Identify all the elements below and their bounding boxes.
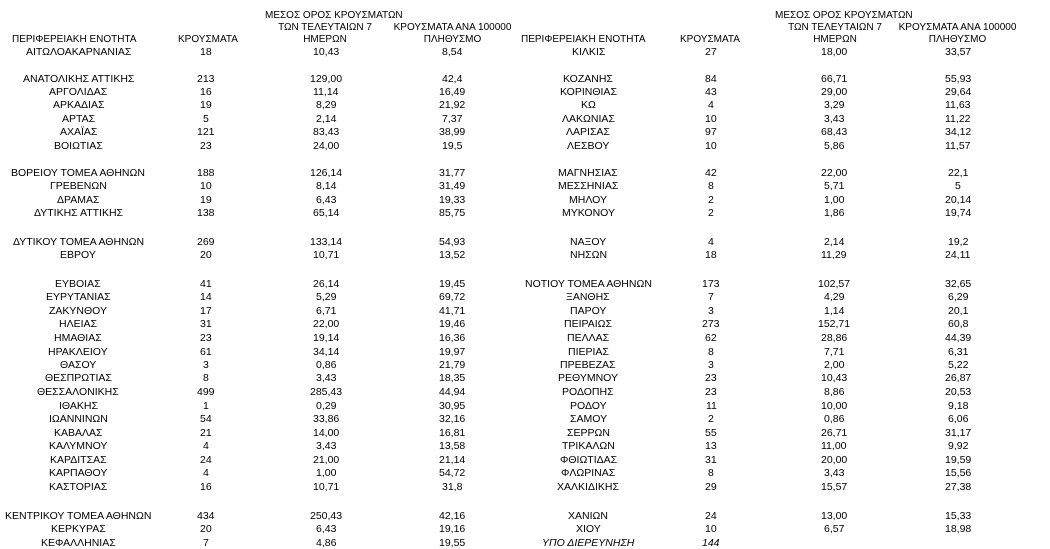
right-avg-value: 29,00	[821, 86, 848, 98]
right-avg-value: 3,43	[824, 467, 845, 479]
right-region-name: ΣΕΡΡΩΝ	[567, 427, 610, 439]
left-per100k-value: 16,49	[439, 86, 466, 98]
right-header-per100k-line1: ΚΡΟΥΣΜΑΤΑ ΑΝΑ 100000	[898, 22, 1017, 33]
right-region-name: ΣΑΜΟΥ	[570, 413, 608, 425]
left-per100k-value: 31,77	[439, 167, 466, 179]
left-region-name: ΗΜΑΘΙΑΣ	[54, 332, 102, 344]
left-region-name: ΕΥΡΥΤΑΝΙΑΣ	[46, 291, 111, 303]
right-per100k-value: 11,22	[945, 113, 971, 125]
left-cases-value: 41	[200, 278, 212, 290]
right-avg-value: 4,29	[824, 291, 845, 303]
left-avg-value: 10,71	[313, 481, 340, 493]
right-cases-value: 13	[705, 440, 717, 452]
left-region-name: ΚΑΣΤΟΡΙΑΣ	[49, 481, 108, 493]
right-per100k-value: 9,18	[948, 400, 969, 412]
left-region-name: ΚΑΛΥΜΝΟΥ	[49, 440, 108, 452]
right-region-name: ΜΗΛΟΥ	[569, 194, 607, 206]
right-avg-value: 3,43	[824, 113, 845, 125]
right-avg-value: 5,71	[824, 180, 845, 192]
left-region-name: ΑΙΤΩΛΟΑΚΑΡΝΑΝΙΑΣ	[26, 46, 132, 58]
right-cases-value: 42	[705, 167, 717, 179]
right-per100k-value: 29,64	[945, 86, 972, 98]
right-region-name: ΝΗΣΩΝ	[570, 249, 608, 261]
left-per100k-value: 38,99	[439, 126, 466, 138]
right-region-name: ΡΕΘΥΜΝΟΥ	[558, 372, 619, 384]
right-avg-value: 11,00	[821, 440, 847, 452]
left-header-avg-line1: ΜΕΣΟΣ ΟΡΟΣ ΚΡΟΥΣΜΑΤΩΝ	[265, 10, 403, 21]
right-region-name: ΛΕΣΒΟΥ	[567, 140, 610, 152]
left-cases-value: 1	[203, 400, 209, 412]
left-avg-value: 3,43	[316, 372, 337, 384]
right-header-avg-line1: ΜΕΣΟΣ ΟΡΟΣ ΚΡΟΥΣΜΑΤΩΝ	[775, 10, 913, 21]
right-avg-value: 8,86	[824, 386, 845, 398]
left-avg-value: 3,43	[316, 440, 337, 452]
right-cases-value: 55	[705, 427, 717, 439]
left-cases-value: 20	[200, 523, 212, 535]
left-per100k-value: 85,75	[439, 207, 466, 219]
right-avg-value: 10,43	[821, 372, 848, 384]
left-cases-value: 188	[197, 167, 215, 179]
left-region-name: ΑΡΚΑΔΙΑΣ	[53, 99, 105, 111]
right-avg-value: 1,00	[824, 194, 845, 206]
right-header-per100k-line2: ΠΛΗΘΥΣΜΟ	[928, 34, 987, 45]
left-region-name: ΖΑΚΥΝΘΟΥ	[49, 305, 108, 317]
left-region-name: ΑΝΑΤΟΛΙΚΗΣ ΑΤΤΙΚΗΣ	[23, 73, 135, 85]
left-cases-value: 16	[200, 86, 212, 98]
right-cases-value: 29	[705, 481, 717, 493]
left-per100k-value: 19,97	[439, 346, 466, 358]
right-cases-value: 23	[705, 386, 717, 398]
left-region-name: ΙΩΑΝΝΙΝΩΝ	[49, 413, 108, 425]
right-avg-value: 11,29	[821, 249, 847, 261]
right-avg-value: 102,57	[818, 278, 851, 290]
right-region-name: ΛΑΚΩΝΙΑΣ	[562, 113, 615, 125]
right-per100k-value: 15,56	[945, 467, 972, 479]
left-region-name: ΚΕΦΑΛΛΗΝΙΑΣ	[41, 537, 116, 549]
right-cases-value: 3	[708, 305, 714, 317]
left-cases-value: 31	[200, 318, 212, 330]
right-region-name: ΜΑΓΝΗΣΙΑΣ	[558, 167, 618, 179]
left-avg-value: 6,43	[316, 523, 337, 535]
right-per100k-value: 15,33	[945, 510, 972, 522]
left-avg-value: 19,14	[313, 332, 340, 344]
left-cases-value: 19	[200, 194, 212, 206]
right-avg-value: 22,00	[821, 167, 848, 179]
right-per100k-value: 18,98	[945, 523, 972, 535]
left-cases-value: 23	[200, 140, 212, 152]
right-per100k-value: 27,38	[945, 481, 972, 493]
left-cases-value: 54	[200, 413, 212, 425]
left-cases-value: 499	[197, 386, 215, 398]
left-avg-value: 5,29	[316, 291, 337, 303]
right-per100k-value: 20,14	[945, 194, 972, 206]
right-region-name: ΦΘΙΩΤΙΔΑΣ	[560, 454, 618, 466]
right-avg-value: 20,00	[821, 454, 848, 466]
right-avg-value: 6,57	[824, 523, 845, 535]
right-cases-value: 2	[708, 207, 714, 219]
left-region-name: ΒΟΙΩΤΙΑΣ	[54, 140, 103, 152]
right-region-name: ΚΟΖΑΝΗΣ	[563, 73, 613, 85]
left-per100k-value: 7,37	[442, 113, 463, 125]
left-per100k-value: 16,36	[439, 332, 466, 344]
left-cases-value: 24	[200, 454, 212, 466]
right-per100k-value: 55,93	[945, 73, 972, 85]
left-per100k-value: 42,16	[439, 510, 466, 522]
right-per100k-value: 19,2	[948, 236, 969, 248]
right-per100k-value: 9,92	[948, 440, 969, 452]
right-cases-value: 23	[705, 372, 717, 384]
right-per100k-value: 19,59	[945, 454, 972, 466]
left-cases-value: 16	[200, 481, 212, 493]
left-cases-value: 61	[200, 346, 212, 358]
left-cases-value: 3	[203, 359, 209, 371]
right-avg-value: 3,29	[824, 99, 845, 111]
right-header-cases: ΚΡΟΥΣΜΑΤΑ	[680, 34, 740, 45]
right-region-name: ΛΑΡΙΣΑΣ	[566, 126, 610, 138]
left-region-name: ΚΑΡΠΑΘΟΥ	[49, 467, 108, 479]
left-avg-value: 2,14	[316, 113, 337, 125]
left-avg-value: 6,43	[316, 194, 337, 206]
left-per100k-value: 19,33	[439, 194, 466, 206]
right-cases-value: 144	[702, 537, 720, 549]
left-header-avg-line2: ΤΩΝ ΤΕΛΕΥΤΑΙΩΝ 7	[278, 22, 372, 33]
left-region-name: ΗΛΕΙΑΣ	[59, 318, 98, 330]
right-region-name: ΤΡΙΚΑΛΩΝ	[562, 440, 615, 452]
left-avg-value: 10,71	[313, 249, 340, 261]
left-per100k-value: 44,94	[439, 386, 466, 398]
right-cases-value: 97	[705, 126, 717, 138]
right-cases-value: 8	[708, 467, 714, 479]
left-region-name: ΙΘΑΚΗΣ	[59, 400, 98, 412]
left-region-name: ΕΒΡΟΥ	[60, 249, 96, 261]
left-per100k-value: 19,45	[439, 278, 466, 290]
left-cases-value: 23	[200, 332, 212, 344]
right-per100k-value: 11,63	[945, 99, 971, 111]
right-avg-value: 26,71	[821, 427, 848, 439]
left-cases-value: 121	[197, 126, 215, 138]
left-region-name: ΘΕΣΠΡΩΤΙΑΣ	[45, 372, 112, 384]
left-avg-value: 10,43	[313, 46, 340, 58]
left-per100k-value: 21,14	[439, 454, 466, 466]
right-header-region: ΠΕΡΙΦΕΡΕΙΑΚΗ ΕΝΟΤΗΤΑ	[521, 34, 646, 45]
right-per100k-value: 33,57	[945, 46, 972, 58]
left-per100k-value: 30,95	[439, 400, 466, 412]
right-cases-value: 10	[705, 523, 717, 535]
right-per100k-value: 6,29	[948, 291, 969, 303]
left-per100k-value: 69,72	[439, 291, 466, 303]
left-per100k-value: 13,58	[439, 440, 466, 452]
left-region-name: ΔΥΤΙΚΗΣ ΑΤΤΙΚΗΣ	[34, 207, 124, 219]
right-cases-value: 8	[708, 180, 714, 192]
right-region-name: ΚΙΛΚΙΣ	[572, 46, 606, 58]
left-avg-value: 21,00	[313, 454, 340, 466]
right-region-name: ΚΟΡΙΝΘΙΑΣ	[560, 86, 617, 98]
left-per100k-value: 19,46	[439, 318, 466, 330]
right-cases-value: 3	[708, 359, 714, 371]
left-per100k-value: 21,79	[439, 359, 466, 371]
left-region-name: ΘΑΣΟΥ	[60, 359, 97, 371]
left-per100k-value: 19,55	[439, 537, 466, 549]
right-cases-value: 2	[708, 413, 714, 425]
right-region-name: ΜΕΣΣΗΝΙΑΣ	[558, 180, 619, 192]
right-per100k-value: 5	[955, 180, 961, 192]
left-per100k-value: 16,81	[439, 427, 466, 439]
left-avg-value: 65,14	[313, 207, 340, 219]
right-cases-value: 27	[705, 46, 717, 58]
right-avg-value: 18,00	[821, 46, 848, 58]
left-avg-value: 0,29	[316, 400, 337, 412]
right-cases-value: 4	[708, 99, 714, 111]
right-region-name: ΠΕΙΡΑΙΩΣ	[564, 318, 612, 330]
right-cases-value: 273	[702, 318, 720, 330]
left-avg-value: 26,14	[313, 278, 340, 290]
right-per100k-value: 19,74	[945, 207, 972, 219]
left-avg-value: 11,14	[313, 86, 339, 98]
right-avg-value: 2,00	[824, 359, 845, 371]
right-avg-value: 66,71	[821, 73, 848, 85]
left-per100k-value: 31,49	[439, 180, 466, 192]
left-region-name: ΕΥΒΟΙΑΣ	[55, 278, 101, 290]
right-avg-value: 5,86	[824, 140, 845, 152]
right-per100k-value: 20,1	[948, 305, 969, 317]
right-cases-value: 18	[705, 249, 717, 261]
right-region-name: ΝΟΤΙΟΥ ΤΟΜΕΑ ΑΘΗΝΩΝ	[525, 278, 652, 290]
left-avg-value: 285,43	[310, 386, 343, 398]
left-cases-value: 20	[200, 249, 212, 261]
left-avg-value: 133,14	[310, 236, 343, 248]
right-avg-value: 152,71	[818, 318, 851, 330]
right-cases-value: 10	[705, 140, 717, 152]
right-per100k-value: 20,53	[945, 386, 972, 398]
left-avg-value: 1,00	[316, 467, 337, 479]
right-per100k-value: 24,11	[945, 249, 971, 261]
left-cases-value: 4	[203, 467, 209, 479]
left-cases-value: 19	[200, 99, 212, 111]
right-avg-value: 1,14	[824, 305, 845, 317]
left-region-name: ΚΕΝΤΡΙΚΟΥ ΤΟΜΕΑ ΑΘΗΝΩΝ	[5, 510, 152, 522]
right-cases-value: 62	[705, 332, 717, 344]
right-per100k-value: 11,57	[945, 140, 971, 152]
left-avg-value: 34,14	[313, 346, 340, 358]
left-avg-value: 4,86	[316, 537, 337, 549]
right-cases-value: 11	[706, 400, 717, 412]
right-per100k-value: 6,31	[948, 346, 969, 358]
right-region-name: ΚΩ	[581, 99, 596, 111]
left-region-name: ΔΥΤΙΚΟΥ ΤΟΜΕΑ ΑΘΗΝΩΝ	[13, 236, 145, 248]
left-cases-value: 138	[197, 207, 215, 219]
right-avg-value: 28,86	[821, 332, 848, 344]
right-avg-value: 68,43	[821, 126, 848, 138]
left-cases-value: 4	[203, 440, 209, 452]
left-region-name: ΘΕΣΣΑΛΟΝΙΚΗΣ	[37, 386, 119, 398]
right-per100k-value: 31,17	[945, 427, 972, 439]
right-avg-value: 2,14	[824, 236, 845, 248]
right-cases-value: 31	[705, 454, 717, 466]
left-cases-value: 434	[197, 510, 215, 522]
left-per100k-value: 13,52	[439, 249, 466, 261]
left-region-name: ΚΑΡΔΙΤΣΑΣ	[50, 454, 107, 466]
right-cases-value: 7	[708, 291, 714, 303]
left-per100k-value: 32,16	[439, 413, 466, 425]
right-per100k-value: 60,8	[948, 318, 969, 330]
right-region-name: ΡΟΔΟΥ	[570, 400, 607, 412]
right-region-name: ΧΙΟΥ	[576, 523, 601, 535]
right-per100k-value: 22,1	[948, 167, 969, 179]
right-cases-value: 43	[705, 86, 717, 98]
right-avg-value: 1,86	[824, 207, 845, 219]
right-cases-value: 4	[708, 236, 714, 248]
right-header-avg-line2: ΤΩΝ ΤΕΛΕΥΤΑΙΩΝ 7	[788, 22, 882, 33]
left-region-name: ΔΡΑΜΑΣ	[57, 194, 100, 206]
left-cases-value: 21	[200, 427, 212, 439]
right-region-name: ΠΑΡΟΥ	[570, 305, 607, 317]
left-per100k-value: 18,35	[439, 372, 466, 384]
left-header-per100k-line2: ΠΛΗΘΥΣΜΟ	[423, 34, 482, 45]
right-avg-value: 13,00	[821, 510, 848, 522]
right-region-name: ΝΑΞΟΥ	[570, 236, 607, 248]
left-region-name: ΑΡΓΟΛΙΔΑΣ	[49, 86, 108, 98]
left-header-per100k-line1: ΚΡΟΥΣΜΑΤΑ ΑΝΑ 100000	[393, 22, 512, 33]
right-per100k-value: 5,22	[948, 359, 969, 371]
right-avg-value: 10,00	[821, 400, 848, 412]
left-avg-value: 0,86	[316, 359, 337, 371]
right-region-name: ΡΟΔΟΠΗΣ	[562, 386, 614, 398]
left-avg-value: 83,43	[313, 126, 340, 138]
left-header-region: ΠΕΡΙΦΕΡΕΙΑΚΗ ΕΝΟΤΗΤΑ	[12, 34, 137, 45]
right-avg-value: 0,86	[824, 413, 845, 425]
left-avg-value: 33,86	[313, 413, 340, 425]
left-cases-value: 5	[203, 113, 209, 125]
left-region-name: ΚΕΡΚΥΡΑΣ	[51, 523, 106, 535]
left-cases-value: 14	[200, 291, 212, 303]
left-per100k-value: 42,4	[442, 73, 463, 85]
right-region-name: ΠΕΛΛΑΣ	[567, 332, 610, 344]
right-region-name: ΞΑΝΘΗΣ	[566, 291, 610, 303]
right-region-name: ΥΠΟ ΔΙΕΡΕΥΝΗΣΗ	[542, 537, 635, 549]
right-per100k-value: 26,87	[945, 372, 972, 384]
right-per100k-value: 32,65	[945, 278, 972, 290]
left-cases-value: 10	[200, 180, 212, 192]
left-cases-value: 269	[197, 236, 215, 248]
left-avg-value: 250,43	[310, 510, 343, 522]
right-region-name: ΜΥΚΟΝΟΥ	[562, 207, 616, 219]
left-cases-value: 213	[197, 73, 215, 85]
left-avg-value: 24,00	[313, 140, 340, 152]
right-per100k-value: 6,06	[948, 413, 969, 425]
left-region-name: ΚΑΒΑΛΑΣ	[54, 427, 103, 439]
left-cases-value: 17	[200, 305, 212, 317]
left-region-name: ΓΡΕΒΕΝΩΝ	[50, 180, 107, 192]
left-cases-value: 7	[203, 537, 209, 549]
left-cases-value: 8	[203, 372, 209, 384]
left-per100k-value: 19,5	[442, 140, 463, 152]
right-region-name: ΧΑΝΙΩΝ	[568, 510, 608, 522]
right-cases-value: 10	[705, 113, 717, 125]
right-avg-value: 15,57	[821, 481, 848, 493]
right-region-name: ΠΡΕΒΕΖΑΣ	[560, 359, 616, 371]
left-avg-value: 8,29	[316, 99, 337, 111]
left-per100k-value: 31,8	[442, 481, 463, 493]
left-avg-value: 22,00	[313, 318, 340, 330]
right-header-avg-line3: ΗΜΕΡΩΝ	[813, 34, 857, 45]
left-header-cases: ΚΡΟΥΣΜΑΤΑ	[178, 34, 238, 45]
left-region-name: ΑΡΤΑΣ	[62, 113, 96, 125]
left-per100k-value: 41,71	[439, 305, 466, 317]
left-avg-value: 14,00	[313, 427, 340, 439]
right-region-name: ΧΑΛΚΙΔΙΚΗΣ	[557, 481, 619, 493]
right-cases-value: 8	[708, 346, 714, 358]
right-region-name: ΦΛΩΡΙΝΑΣ	[561, 467, 616, 479]
left-per100k-value: 54,93	[439, 236, 466, 248]
left-per100k-value: 19,16	[439, 523, 466, 535]
left-per100k-value: 54,72	[439, 467, 466, 479]
right-cases-value: 24	[705, 510, 717, 522]
left-region-name: ΗΡΑΚΛΕΙΟΥ	[48, 346, 108, 358]
left-avg-value: 6,71	[316, 305, 337, 317]
right-per100k-value: 34,12	[945, 126, 972, 138]
left-avg-value: 129,00	[310, 73, 343, 85]
left-header-avg-line3: ΗΜΕΡΩΝ	[303, 34, 347, 45]
left-per100k-value: 8,54	[442, 46, 463, 58]
right-cases-value: 2	[708, 194, 714, 206]
left-per100k-value: 21,92	[439, 99, 466, 111]
left-avg-value: 8,14	[316, 180, 337, 192]
right-cases-value: 84	[705, 73, 717, 85]
right-region-name: ΠΙΕΡΙΑΣ	[568, 346, 609, 358]
left-region-name: ΒΟΡΕΙΟΥ ΤΟΜΕΑ ΑΘΗΝΩΝ	[11, 167, 145, 179]
left-region-name: ΑΧΑΪΑΣ	[60, 126, 98, 138]
right-avg-value: 7,71	[824, 346, 845, 358]
right-per100k-value: 44,39	[945, 332, 972, 344]
left-cases-value: 18	[200, 46, 212, 58]
right-cases-value: 173	[702, 278, 720, 290]
left-avg-value: 126,14	[310, 167, 343, 179]
